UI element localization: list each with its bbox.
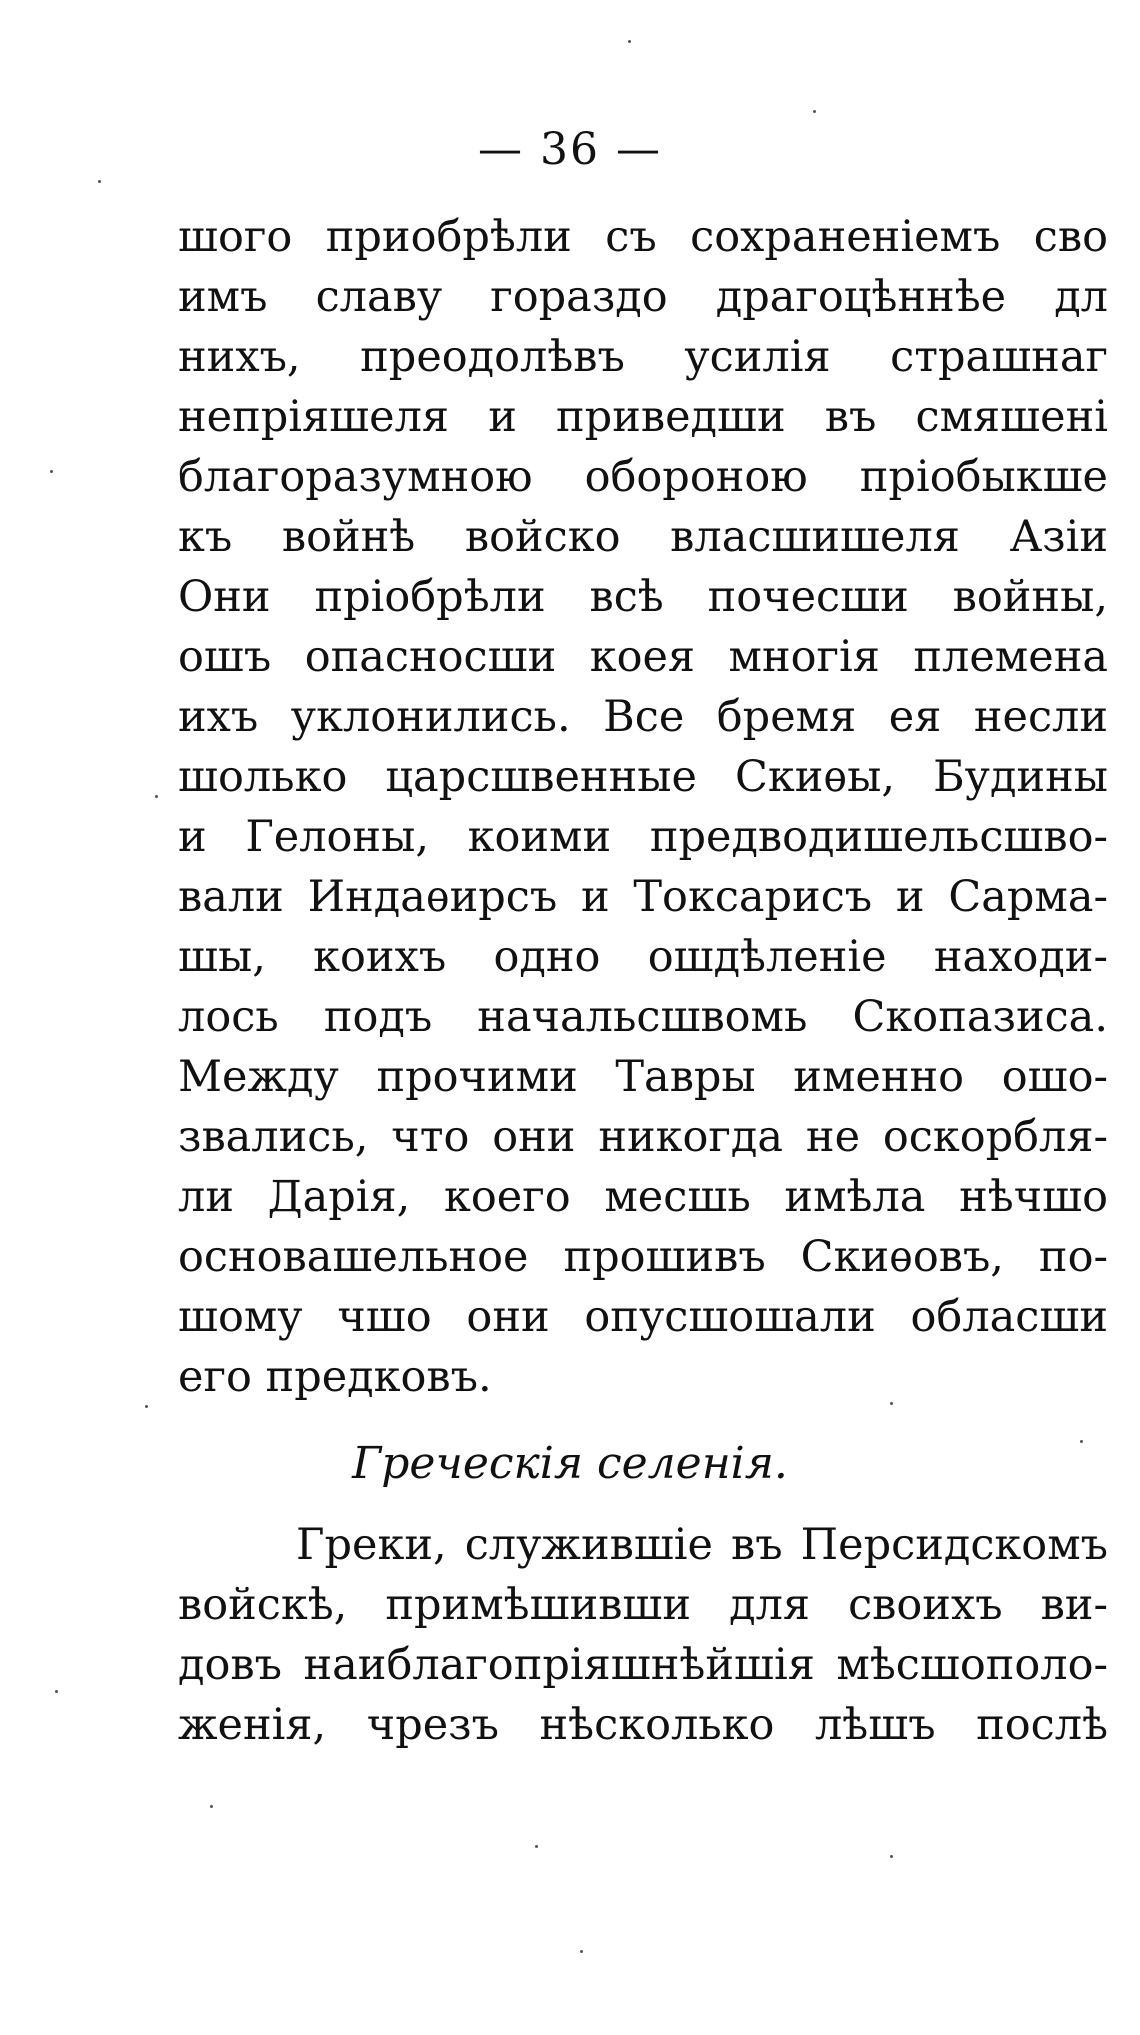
text-line: и Гелоны, коими предводишельсшво- (178, 812, 1108, 862)
paper-speck (55, 1690, 58, 1693)
paragraph-2 (178, 1515, 1108, 1755)
text-line: войскѣ, примѣшивши для своихъ ви- (178, 1580, 1108, 1630)
text-line: звались, что они никогда не оскорбля- (178, 1112, 1108, 1162)
text-line: нихъ, преодолѣвъ усилія страшнаг (178, 332, 1108, 382)
page-number: — 36 — (478, 124, 662, 175)
text-line: ошъ опасносши коея многія племена (178, 632, 1108, 682)
text-line: непріяшеля и приведши въ смяшені (178, 392, 1108, 442)
text-line: ихъ уклонились. Все бремя ея несли (178, 692, 1108, 742)
paper-speck (813, 110, 816, 113)
text-line: шы, коихъ одно ошдѣленіе находи- (178, 932, 1108, 982)
paper-speck (890, 1402, 893, 1405)
paper-speck (580, 1950, 583, 1953)
text-line: вали Индаѳирсъ и Токсарисъ и Сарма- (178, 872, 1108, 922)
text-line: женія, чрезъ нѣсколько лѣшъ послѣ (178, 1700, 1108, 1750)
paragraph-1 (178, 207, 1108, 1407)
text-line: благоразумною обороною пріобыкше (178, 452, 1108, 502)
text-line: Между прочими Тавры именно ошо- (178, 1052, 1108, 1102)
text-line: ли Дарія, коего месшь имѣла нѣчшо (178, 1172, 1108, 1222)
text-line: довъ наиблагопріяшнѣйшія мѣсшополо- (178, 1640, 1108, 1690)
text-line: основашельное прошивъ Скиѳовъ, по- (178, 1232, 1108, 1282)
text-line: Греки, служившіе въ Персидскомъ (296, 1520, 1108, 1570)
paper-speck (145, 1405, 148, 1408)
text-line: къ войнѣ войско власшишеля Азіи (178, 512, 1108, 562)
paper-speck (155, 795, 158, 798)
text-line: шолько царсшвенные Скиѳы, Будины (178, 752, 1108, 802)
paper-speck (50, 470, 53, 473)
text-line: шому чшо они опусшошали обласши (178, 1292, 1108, 1342)
paper-speck (210, 1805, 213, 1808)
section-heading: Греческія селенія. (352, 1438, 788, 1489)
text-line: Они пріобрѣли всѣ почесши войны, (178, 572, 1108, 622)
paper-speck (535, 1845, 538, 1848)
text-line: его предковъ. (178, 1352, 492, 1402)
text-line: лось подъ начальсшвомь Скопазиса. (178, 992, 1108, 1042)
paper-speck (1080, 1440, 1083, 1443)
paper-speck (628, 40, 631, 43)
paper-speck (890, 1855, 893, 1858)
text-line: шого приобрѣли съ сохраненіемъ сво (178, 212, 1108, 262)
text-line: имъ славу гораздо драгоцѣннѣе дл (178, 272, 1108, 322)
paper-speck (98, 180, 101, 183)
